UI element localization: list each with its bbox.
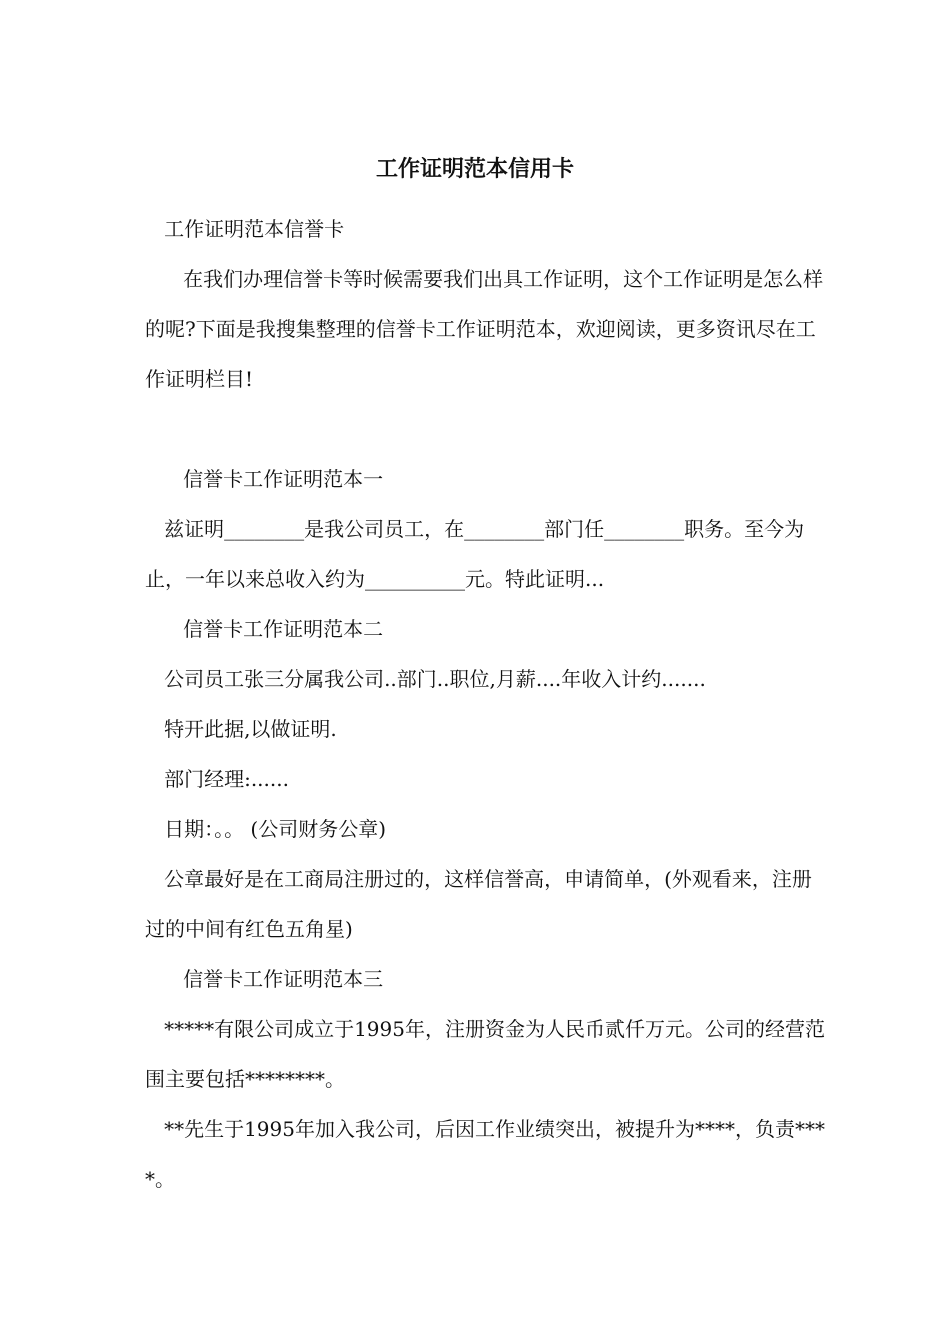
paragraph-seal-note: 公章最好是在工商局注册过的，这样信誉高，申请简单，(外观看来，注册过的中间有红色五角星) xyxy=(145,867,812,941)
paragraph-sample-three-company: *****有限公司成立于1995年，注册资金为人民币贰仟万元。公司的经营范围主要包括********。 xyxy=(145,1017,825,1091)
paragraph-subtitle: 工作证明范本信誉卡 xyxy=(145,217,345,241)
section-heading-two: 信誉卡工作证明范本二 xyxy=(145,617,384,641)
paragraph-date: 日期：。。 (公司财务公章) xyxy=(145,817,387,841)
paragraph-sample-three-employee: **先生于1995年加入我公司，后因工作业绩突出，被提升为****，负责****。 xyxy=(145,1117,825,1191)
document-body xyxy=(145,204,825,1204)
paragraph-sample-one: 兹证明________是我公司员工，在________部门任________职务。至今为止，一年以来总收入约为__________元。特此证明... xyxy=(145,517,805,591)
document-title: 工作证明范本信用卡 xyxy=(375,157,574,182)
section-heading-three: 信誉卡工作证明范本三 xyxy=(145,967,384,991)
paragraph-sample-two-line2: 特开此据,以做证明. xyxy=(145,717,337,741)
paragraph-manager: 部门经理:...... xyxy=(145,767,289,791)
section-heading-one: 信誉卡工作证明范本一 xyxy=(145,467,384,491)
paragraph-intro: 在我们办理信誉卡等时候需要我们出具工作证明，这个工作证明是怎么样的呢?下面是我搜集整理的信誉卡工作证明范本，欢迎阅读，更多资讯尽在工作证明栏目! xyxy=(145,267,824,391)
blank-line xyxy=(145,404,825,454)
paragraph-sample-two-line1: 公司员工张三分属我公司..部门..职位,月薪....年收入计约....... xyxy=(145,667,706,691)
